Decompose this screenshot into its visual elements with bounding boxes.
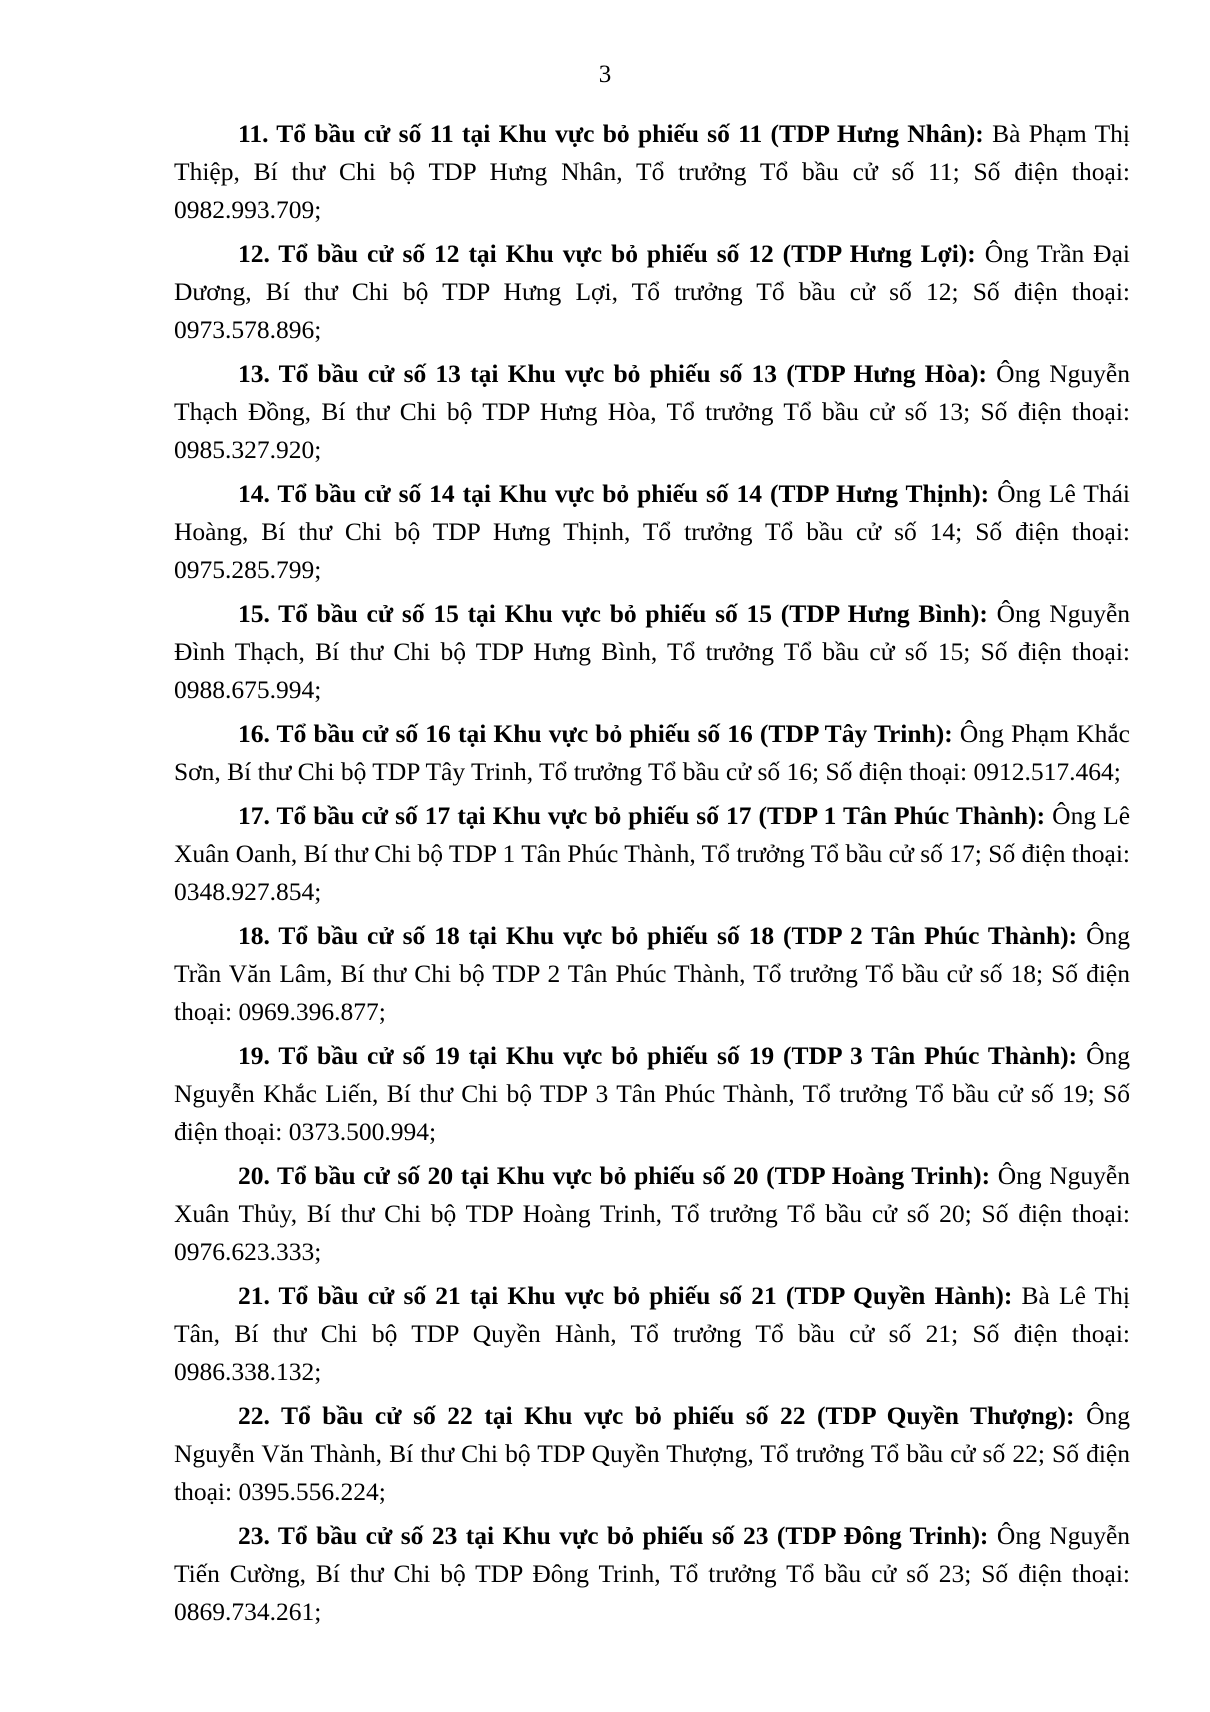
item-body: Ông Nguyễn Tiến Cường, Bí thư Chi bộ TDP Đông Trinh, Tổ trưởng Tổ bầu cử số 23; Số điện thoại: 0869.734.261; bbox=[174, 1521, 1131, 1626]
list-item bbox=[174, 475, 1130, 589]
list-item bbox=[174, 1397, 1130, 1511]
item-heading: 20. Tổ bầu cử số 20 tại Khu vực bỏ phiếu số 20 (TDP Hoàng Trinh): bbox=[238, 1161, 991, 1190]
item-body: Ông Nguyễn Thạch Đồng, Bí thư Chi bộ TDP Hưng Hòa, Tổ trưởng Tổ bầu cử số 13; Số điện thoại: 0985.327.920; bbox=[174, 359, 1130, 464]
list-item bbox=[174, 595, 1130, 709]
item-heading: 12. Tổ bầu cử số 12 tại Khu vực bỏ phiếu số 12 (TDP Hưng Lợi): bbox=[238, 239, 976, 268]
item-heading: 21. Tổ bầu cử số 21 tại Khu vực bỏ phiếu số 21 (TDP Quyền Hành): bbox=[238, 1281, 1013, 1310]
election-team-list bbox=[174, 115, 1130, 1637]
list-item bbox=[174, 715, 1130, 791]
item-body: Ông Lê Thái Hoàng, Bí thư Chi bộ TDP Hưng Thịnh, Tổ trưởng Tổ bầu cử số 14; Số điện thoại: 0975.285.799; bbox=[174, 479, 1130, 584]
item-heading: 23. Tổ bầu cử số 23 tại Khu vực bỏ phiếu số 23 (TDP Đông Trinh): bbox=[238, 1521, 989, 1550]
item-body: Ông Nguyễn Khắc Liến, Bí thư Chi bộ TDP 3 Tân Phúc Thành, Tổ trưởng Tổ bầu cử số 19; Số điện thoại: 0373.500.994; bbox=[174, 1041, 1131, 1146]
item-body: Ông Phạm Khắc Sơn, Bí thư Chi bộ TDP Tây Trinh, Tổ trưởng Tổ bầu cử số 16; Số điện thoại: 0912.517.464; bbox=[174, 719, 1130, 786]
list-item bbox=[174, 1037, 1130, 1151]
list-item bbox=[174, 1277, 1130, 1391]
item-body: Ông Trần Văn Lâm, Bí thư Chi bộ TDP 2 Tân Phúc Thành, Tổ trưởng Tổ bầu cử số 18; Số điện thoại: 0969.396.877; bbox=[174, 921, 1131, 1026]
item-heading: 19. Tổ bầu cử số 19 tại Khu vực bỏ phiếu số 19 (TDP 3 Tân Phúc Thành): bbox=[238, 1041, 1078, 1070]
item-heading: 11. Tổ bầu cử số 11 tại Khu vực bỏ phiếu số 11 (TDP Hưng Nhân): bbox=[238, 119, 984, 148]
item-heading: 16. Tổ bầu cử số 16 tại Khu vực bỏ phiếu số 16 (TDP Tây Trinh): bbox=[238, 719, 953, 748]
list-item bbox=[174, 115, 1130, 229]
item-body: Ông Nguyễn Văn Thành, Bí thư Chi bộ TDP Quyền Thượng, Tổ trưởng Tổ bầu cử số 22; Số điện thoại: 0395.556.224; bbox=[174, 1401, 1131, 1506]
list-item bbox=[174, 797, 1130, 911]
item-body: Ông Nguyễn Đình Thạch, Bí thư Chi bộ TDP Hưng Bình, Tổ trưởng Tổ bầu cử số 15; Số điện thoại: 0988.675.994; bbox=[174, 599, 1131, 704]
list-item bbox=[174, 355, 1130, 469]
page-number: 3 bbox=[598, 61, 612, 88]
item-body: Bà Lê Thị Tân, Bí thư Chi bộ TDP Quyền Hành, Tổ trưởng Tổ bầu cử số 21; Số điện thoại: 0986.338.132; bbox=[174, 1281, 1130, 1386]
list-item bbox=[174, 1517, 1130, 1631]
item-heading: 18. Tổ bầu cử số 18 tại Khu vực bỏ phiếu số 18 (TDP 2 Tân Phúc Thành): bbox=[238, 921, 1078, 950]
item-heading: 14. Tổ bầu cử số 14 tại Khu vực bỏ phiếu số 14 (TDP Hưng Thịnh): bbox=[238, 479, 990, 508]
item-heading: 15. Tổ bầu cử số 15 tại Khu vực bỏ phiếu số 15 (TDP Hưng Bình): bbox=[238, 599, 988, 628]
list-item bbox=[174, 917, 1130, 1031]
item-body: Ông Lê Xuân Oanh, Bí thư Chi bộ TDP 1 Tân Phúc Thành, Tổ trưởng Tổ bầu cử số 17; Số điện thoại: 0348.927.854; bbox=[174, 801, 1131, 906]
item-body: Ông Nguyễn Xuân Thủy, Bí thư Chi bộ TDP Hoàng Trinh, Tổ trưởng Tổ bầu cử số 20; Số điện thoại: 0976.623.333; bbox=[174, 1161, 1130, 1266]
list-item bbox=[174, 1157, 1130, 1271]
item-body: Ông Trần Đại Dương, Bí thư Chi bộ TDP Hưng Lợi, Tổ trưởng Tổ bầu cử số 12; Số điện thoại: 0973.578.896; bbox=[174, 239, 1131, 344]
list-item bbox=[174, 235, 1130, 349]
item-body: Bà Phạm Thị Thiệp, Bí thư Chi bộ TDP Hưng Nhân, Tổ trưởng Tổ bầu cử số 11; Số điện thoại: 0982.993.709; bbox=[174, 119, 1130, 224]
item-heading: 13. Tổ bầu cử số 13 tại Khu vực bỏ phiếu số 13 (TDP Hưng Hòa): bbox=[238, 359, 987, 388]
item-heading: 17. Tổ bầu cử số 17 tại Khu vực bỏ phiếu số 17 (TDP 1 Tân Phúc Thành): bbox=[238, 801, 1046, 830]
item-heading: 22. Tổ bầu cử số 22 tại Khu vực bỏ phiếu số 22 (TDP Quyền Thượng): bbox=[238, 1401, 1075, 1430]
